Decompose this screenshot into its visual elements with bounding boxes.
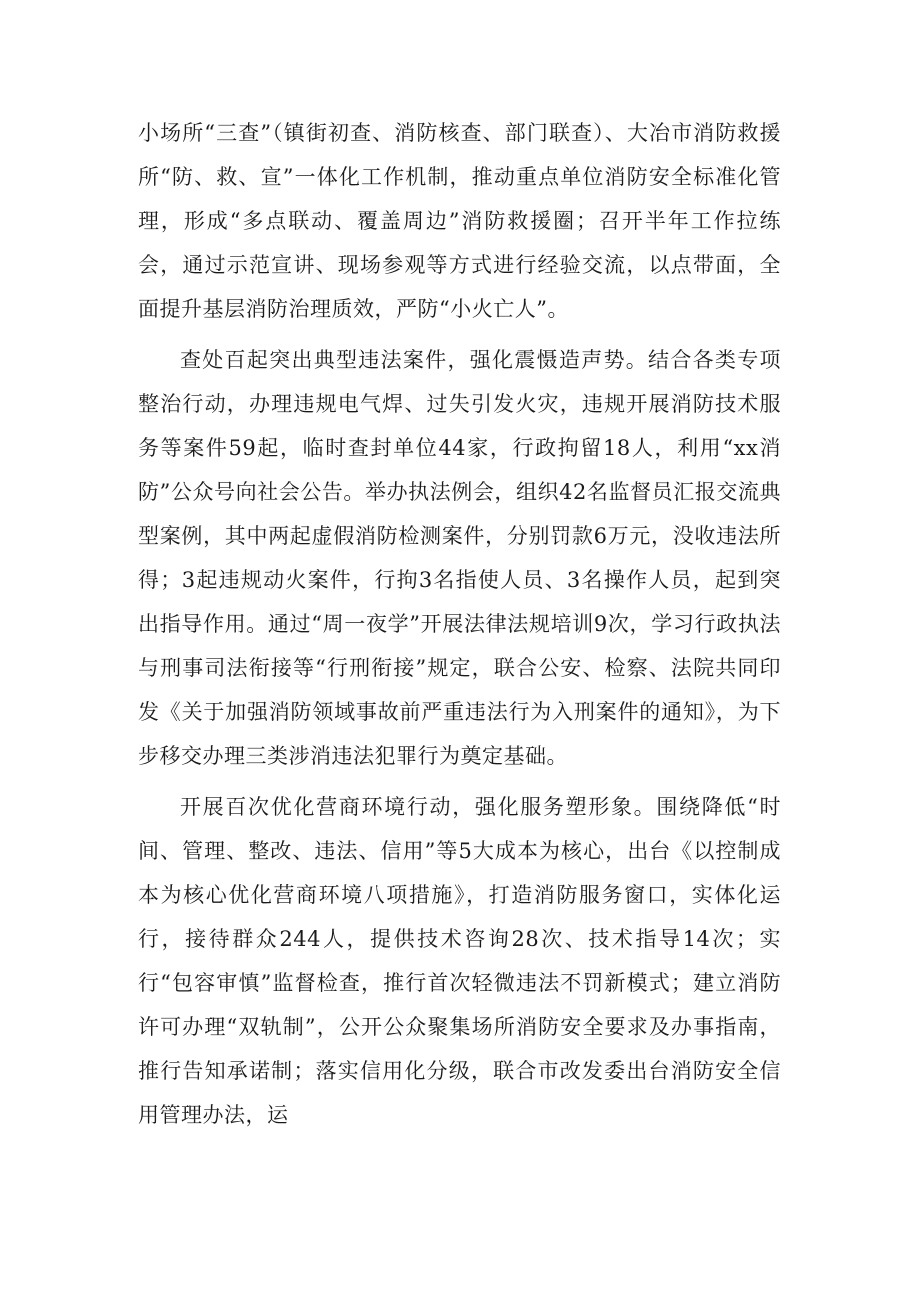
paragraph-illegal-cases: 查处百起突出典型违法案件，强化震慑造声势。结合各类专项整治行动，办理违规电气焊、过失引发火灾，违规开展消防技术服务等案件59起，临时查封单位44家，行政拘留18人，利用“xx消防”公众号向社会公告。举办执法例会，组织42名监督员汇报交流典型案例，其中两起虚假消防检测案件，分别罚款6万元，没收违法所得；3起违规动火案件，行拘3名指使人员、3名操作人员，起到突出指导作用。通过“周一夜学”开展法律法规培训9次，学习行政执法与刑事司法衔接等“行刑衔接”规定，联合公安、检察、法院共同印发《关于加强消防领域事故前严重违法行为入刑案件的通知》，为下步移交办理三类涉消违法犯罪行为奠定基础。 (138, 348, 781, 768)
paragraph-business-environment: 开展百次优化营商环境行动，强化服务塑形象。围绕降低“时间、管理、整改、违法、信用”等5大成本为核心，出台《以控制成本为核心优化营商环境八项措施》，打造消防服务窗口，实体化运行，接待群众244人，提供技术咨询28次、技术指导14次；实行“包容审慎”监督检查，推行首次轻微违法不罚新模式；建立消防许可办理“双轨制”，公开公众聚集场所消防安全要求及办事指南，推行告知承诺制；落实信用化分级，联合市改发委出台消防安全信用管理办法，运 (138, 795, 781, 1127)
paragraph-continued: 小场所“三查”（镇街初查、消防核查、部门联查）、大冶市消防救援所“防、救、宣”一体化工作机制，推动重点单位消防安全标准化管理，形成“多点联动、覆盖周边”消防救援圈；召开半年工作拉练会，通过示范宣讲、现场参观等方式进行经验交流，以点带面，全面提升基层消防治理质效，严防“小火亡人”。 (138, 121, 781, 321)
document-body (138, 111, 781, 1144)
